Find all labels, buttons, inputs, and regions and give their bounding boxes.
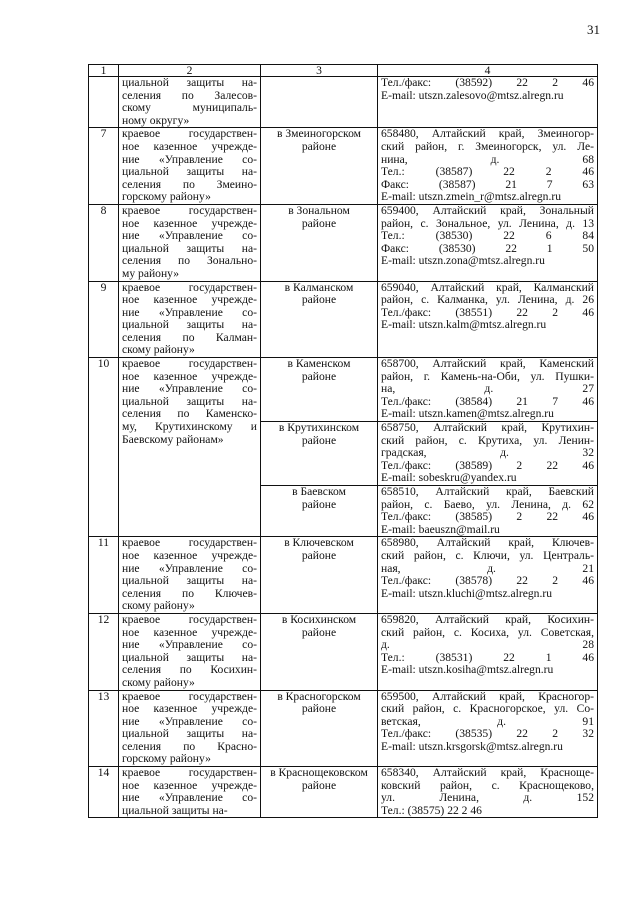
- contact-info: [378, 690, 598, 767]
- district-name: [261, 767, 378, 818]
- organization-name-line: селения по Каменско-: [122, 407, 257, 421]
- contact-info-line: ский район, с. Крутиха, ул. Ленин-: [381, 433, 594, 447]
- district-name: [261, 204, 378, 281]
- organization-name-line: ное казенное учрежде-: [122, 216, 257, 230]
- contact-info: [378, 77, 598, 128]
- district-name-line: в Красногорском: [277, 689, 361, 703]
- contact-info-line: Факс: (38587) 21 7 63: [381, 177, 594, 191]
- organization-name: [119, 128, 261, 205]
- district-name: [261, 486, 378, 537]
- contact-info-line: ский район, г. Змеиногорск, ул. Ле-: [381, 139, 594, 153]
- organization-name-line: ное казенное учрежде-: [122, 778, 257, 792]
- district-name-line: районе: [301, 433, 337, 447]
- contact-info-line: E-mail: sobeskru@yandex.ru: [381, 471, 517, 485]
- contact-info-line: Тел.: (38587) 22 2 46: [381, 165, 594, 179]
- organization-name-line: краевое государствен-: [122, 280, 257, 294]
- contact-info-line: район, с. Зональное, ул. Ленина, д. 13: [381, 216, 594, 230]
- contact-info-line: Тел.: (38531) 22 1 46: [381, 650, 594, 664]
- contact-info-line: нина, д. 68: [381, 152, 594, 166]
- column-header: 3: [261, 65, 378, 77]
- contact-info-line: E-mail: utszn.zona@mtsz.alregn.ru: [381, 254, 545, 268]
- organization-name-line: ние «Управление со-: [122, 382, 257, 396]
- organization-name-line: циальной защиты на-: [122, 76, 257, 89]
- contact-info-line: район, с. Калманка, ул. Ленина, д. 26: [381, 293, 594, 307]
- organization-name-line: ние «Управление со-: [122, 791, 257, 805]
- district-name: [261, 128, 378, 205]
- table-row: [89, 204, 598, 281]
- organization-name-line: ние «Управление со-: [122, 229, 257, 243]
- organization-name-line: селения по Зонально-: [122, 254, 257, 268]
- organization-name-line: ное казенное учрежде-: [122, 139, 257, 153]
- contact-info-line: ский район, с. Ключи, ул. Централь-: [381, 548, 594, 562]
- contact-info-line: 659400, Алтайский край, Зональный: [381, 203, 594, 217]
- row-number: 8: [89, 204, 119, 281]
- table-row: [89, 128, 598, 205]
- district-name-line: районе: [301, 625, 337, 639]
- organization-name-line: ное казенное учрежде-: [122, 369, 257, 383]
- organization-name-line: циальной защиты на-: [122, 318, 257, 332]
- column-header: 1: [89, 65, 119, 77]
- organization-name: [119, 281, 261, 358]
- contact-info-line: E-mail: utszn.zalesovo@mtsz.alregn.ru: [381, 88, 564, 102]
- organization-name-line: ное казенное учрежде-: [122, 548, 257, 562]
- organization-name-line: селения по Красно-: [122, 739, 257, 753]
- organization-name-line: Баевскому районам»: [122, 432, 224, 446]
- district-name-line: районе: [301, 497, 337, 511]
- organization-name: [119, 204, 261, 281]
- contact-info: [378, 422, 598, 486]
- contact-info-line: Тел./факс: (38585) 2 22 46: [381, 510, 594, 524]
- district-name-line: в Калманском: [284, 280, 354, 294]
- organization-name-line: ние «Управление со-: [122, 152, 257, 166]
- contact-info-line: ная, д. 21: [381, 561, 594, 575]
- contact-info-line: градская, д. 32: [381, 446, 594, 460]
- organization-name-line: ное казенное учрежде-: [122, 702, 257, 716]
- contact-info-line: E-mail: utszn.kluchi@mtsz.alregn.ru: [381, 586, 553, 600]
- district-name: [261, 422, 378, 486]
- table-row: [89, 613, 598, 690]
- organization-name-line: краевое государствен-: [122, 766, 257, 780]
- organization-name-line: ние «Управление со-: [122, 305, 257, 319]
- table-row: [89, 77, 598, 128]
- organization-name-line: краевое государствен-: [122, 127, 257, 141]
- table-row: [89, 358, 598, 422]
- contact-info-line: 658700, Алтайский край, Каменский: [381, 357, 594, 371]
- contact-info: [378, 767, 598, 818]
- contact-info-line: E-mail: baeuszn@mail.ru: [381, 522, 500, 536]
- contact-info-line: Тел.: (38575) 22 2 46: [381, 803, 482, 817]
- organization-name-line: селения по Калман-: [122, 330, 257, 344]
- organization-name-line: му району»: [122, 266, 180, 280]
- institutions-table: [88, 64, 598, 818]
- district-name: [261, 77, 378, 128]
- table-row: [89, 281, 598, 358]
- contact-info-line: E-mail: utszn.kamen@mtsz.alregn.ru: [381, 407, 554, 421]
- organization-name-line: горскому району»: [122, 190, 211, 204]
- contact-info-line: Тел.: (38530) 22 6 84: [381, 229, 594, 243]
- contact-info-line: 658340, Алтайский край, Краснощe-: [381, 766, 594, 780]
- district-name-line: в Краснощековском: [270, 766, 368, 780]
- district-name-line: в Ключевском: [284, 536, 354, 550]
- table-header-row: [89, 65, 598, 77]
- district-name-line: районе: [301, 548, 337, 562]
- organization-name: [119, 77, 261, 128]
- organization-name-line: скому району»: [122, 675, 195, 689]
- organization-name-line: ние «Управление со-: [122, 638, 257, 652]
- contact-info-line: E-mail: utszn.kosiha@mtsz.alregn.ru: [381, 663, 554, 677]
- contact-info-line: 658750, Алтайский край, Крутихин-: [381, 421, 594, 435]
- organization-name-line: циальной защиты на-: [122, 650, 257, 664]
- district-name-line: в Каменском: [287, 357, 351, 371]
- organization-name-line: циальной защиты на-: [122, 241, 257, 255]
- district-name: [261, 690, 378, 767]
- contact-info-line: E-mail: utszn.kalm@mtsz.alregn.ru: [381, 318, 547, 332]
- district-name: [261, 358, 378, 422]
- contact-info-line: район, с. Баево, ул. Ленина, д. 62: [381, 497, 594, 511]
- contact-info-line: Факс: (38530) 22 1 50: [381, 241, 594, 255]
- row-number: 13: [89, 690, 119, 767]
- district-name: [261, 613, 378, 690]
- contact-info-line: E-mail: utszn.zmein_r@mtsz.alregn.ru: [381, 190, 562, 204]
- organization-name: [119, 690, 261, 767]
- row-number: [89, 77, 119, 128]
- organization-name: [119, 537, 261, 614]
- district-name-line: районе: [301, 778, 337, 792]
- contact-info: [378, 486, 598, 537]
- organization-name: [119, 613, 261, 690]
- organization-name-line: скому району»: [122, 599, 195, 613]
- organization-name-line: селения по Ключев-: [122, 586, 257, 600]
- organization-name: [119, 767, 261, 818]
- contact-info-line: Тел./факс: (38592) 22 2 46: [381, 76, 594, 89]
- contact-info-line: Тел./факс: (38535) 22 2 32: [381, 727, 594, 741]
- contact-info-line: 658510, Алтайский край, Баевский: [381, 485, 594, 498]
- district-name-line: в Крутихинском: [278, 421, 360, 435]
- contact-info-line: район, г. Камень-на-Оби, ул. Пушки-: [381, 369, 594, 383]
- district-name-line: районе: [301, 293, 337, 307]
- contact-info-line: ский район, с. Косиха, ул. Советская,: [381, 625, 594, 639]
- contact-info-line: 658980, Алтайский край, Ключев-: [381, 536, 594, 550]
- row-number: 7: [89, 128, 119, 205]
- row-number: 12: [89, 613, 119, 690]
- page-number: 31: [587, 22, 600, 37]
- contact-info-line: ковский район, с. Краснощеково,: [381, 778, 594, 792]
- district-name-line: районе: [301, 702, 337, 716]
- organization-name-line: ние «Управление со-: [122, 561, 257, 575]
- row-number: 14: [89, 767, 119, 818]
- contact-info-line: д. 28: [381, 638, 594, 652]
- contact-info-line: E-mail: utszn.krsgorsk@mtsz.alregn.ru: [381, 739, 563, 753]
- organization-name-line: краевое государствен-: [122, 689, 257, 703]
- row-number: 9: [89, 281, 119, 358]
- organization-name-line: краевое государствен-: [122, 612, 257, 626]
- contact-info-line: ветская, д. 91: [381, 714, 594, 728]
- column-header: 4: [378, 65, 598, 77]
- contact-info: [378, 537, 598, 614]
- contact-info: [378, 613, 598, 690]
- organization-name-line: циальной защиты на-: [122, 574, 257, 588]
- district-name-line: в Косихинском: [281, 612, 357, 626]
- organization-name-line: ному округу»: [122, 113, 190, 127]
- district-name-line: районе: [301, 139, 337, 153]
- district-name-line: районе: [301, 216, 337, 230]
- contact-info-line: Тел./факс: (38584) 21 7 46: [381, 394, 594, 408]
- organization-name: [119, 358, 261, 537]
- organization-name-line: горскому району»: [122, 752, 211, 766]
- contact-info-line: 659820, Алтайский край, Косихин-: [381, 612, 594, 626]
- contact-info-line: 659040, Алтайский край, Калманский: [381, 280, 594, 294]
- organization-name-line: краевое государствен-: [122, 203, 257, 217]
- district-name-line: в Баевском: [292, 485, 346, 498]
- organization-name-line: селения по Змеино-: [122, 177, 257, 191]
- district-name: [261, 281, 378, 358]
- contact-info-line: 658480, Алтайский край, Змеиногор-: [381, 127, 594, 141]
- contact-info: [378, 204, 598, 281]
- organization-name-line: скому муниципаль-: [122, 101, 257, 115]
- table-row: [89, 537, 598, 614]
- organization-name-line: циальной защиты на-: [122, 727, 257, 741]
- contact-info-line: 659500, Алтайский край, Красногор-: [381, 689, 594, 703]
- row-number: 10: [89, 358, 119, 537]
- organization-name-line: му, Крутихинскому и: [122, 420, 257, 434]
- district-name-line: районе: [301, 369, 337, 383]
- column-header: 2: [119, 65, 261, 77]
- contact-info-line: Тел./факс: (38551) 22 2 46: [381, 305, 594, 319]
- organization-name-line: скому району»: [122, 343, 195, 357]
- contact-info: [378, 358, 598, 422]
- contact-info-line: Тел./факс: (38578) 22 2 46: [381, 574, 594, 588]
- organization-name-line: циальной защиты на-: [122, 165, 257, 179]
- contact-info-line: на, д. 27: [381, 382, 594, 396]
- district-name-line: в Зональном: [288, 203, 350, 217]
- organization-name-line: краевое государствен-: [122, 357, 257, 371]
- organization-name-line: циальной защиты на-: [122, 394, 257, 408]
- table-row: [89, 690, 598, 767]
- organization-name-line: ное казенное учрежде-: [122, 293, 257, 307]
- contact-info-line: Тел./факс: (38589) 2 22 46: [381, 458, 594, 472]
- district-name-line: в Змеиногорском: [276, 127, 362, 141]
- organization-name-line: ние «Управление со-: [122, 714, 257, 728]
- organization-name-line: краевое государствен-: [122, 536, 257, 550]
- row-number: 11: [89, 537, 119, 614]
- table-row: [89, 767, 598, 818]
- contact-info-line: ул. Ленина, д. 152: [381, 791, 594, 805]
- organization-name-line: циальной защиты на-: [122, 803, 228, 817]
- organization-name-line: ное казенное учрежде-: [122, 625, 257, 639]
- contact-info: [378, 128, 598, 205]
- contact-info: [378, 281, 598, 358]
- organization-name-line: селения по Косихин-: [122, 663, 257, 677]
- contact-info-line: ский район, с. Красногорское, ул. Со-: [381, 702, 594, 716]
- organization-name-line: селения по Залесов-: [122, 88, 257, 102]
- district-name: [261, 537, 378, 614]
